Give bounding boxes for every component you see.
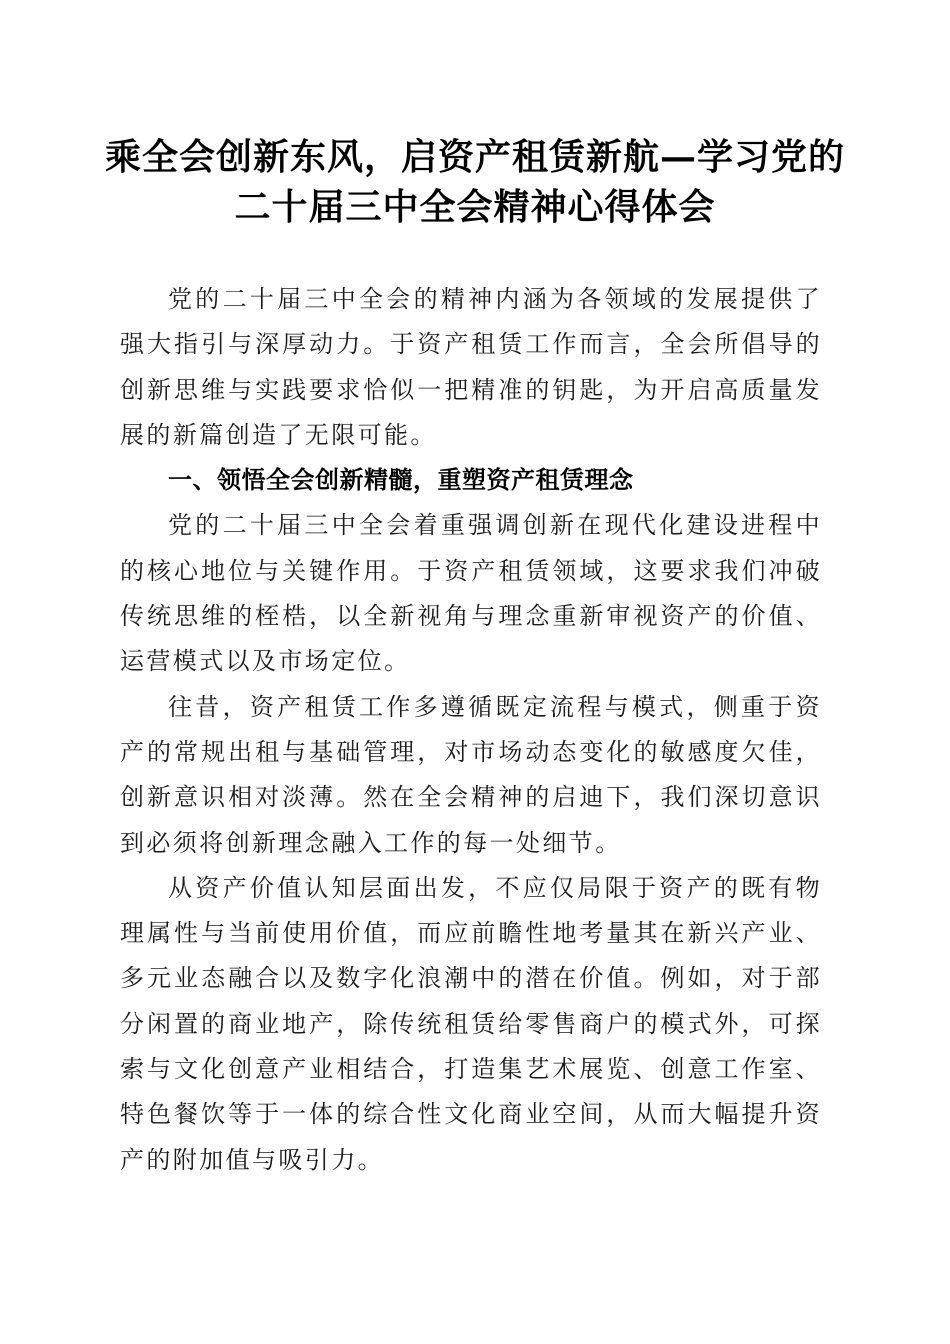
section-heading-1: 一、领悟全会创新精髓，重塑资产租赁理念 — [168, 466, 634, 495]
intro-paragraph: 党的二十届三中全会的精神内涵为各领域的发展提供了强大指引与深厚动力。于资产租赁工作而言，全会所倡导的创新思维与实践要求恰似一把精准的钥匙，为开启高质量发展的新篇创造了无限可能。 — [120, 285, 822, 449]
body-paragraph-1: 党的二十届三中全会着重强调创新在现代化建设进程中的核心地位与关键作用。于资产租赁领域，这要求我们冲破传统思维的桎梏，以全新视角与理念重新审视资产的价值、运营模式以及市场定位。 — [120, 511, 822, 676]
body-paragraph-3: 从资产价值认知层面出发，不应仅局限于资产的既有物理属性与当前使用价值，而应前瞻性地考量其在新兴产业、多元业态融合以及数字化浪潮中的潜在价值。例如，对于部分闲置的商业地产，除传统租赁给零售商户的模式外，可探索与文化创意产业相结合，打造集艺术展览、创意工作室、特色餐饮等于一体的综合性文化商业空间，从而大幅提升资产的附加值与吸引力。 — [120, 873, 822, 1174]
title-line-1: 乘全会创新东风，启资产租赁新航—学习党的 — [104, 136, 845, 178]
title-line-2: 二十届三中全会精神心得体会 — [234, 186, 716, 228]
body-paragraph-2: 往昔，资产租赁工作多遵循既定流程与模式，侧重于资产的常规出租与基础管理，对市场动态变化的敏感度欠佳，创新意识相对淡薄。然在全会精神的启迪下，我们深切意识到必须将创新理念融入工作的每一处细节。 — [120, 692, 822, 857]
document-title — [100, 132, 850, 232]
document-body — [120, 277, 822, 1183]
